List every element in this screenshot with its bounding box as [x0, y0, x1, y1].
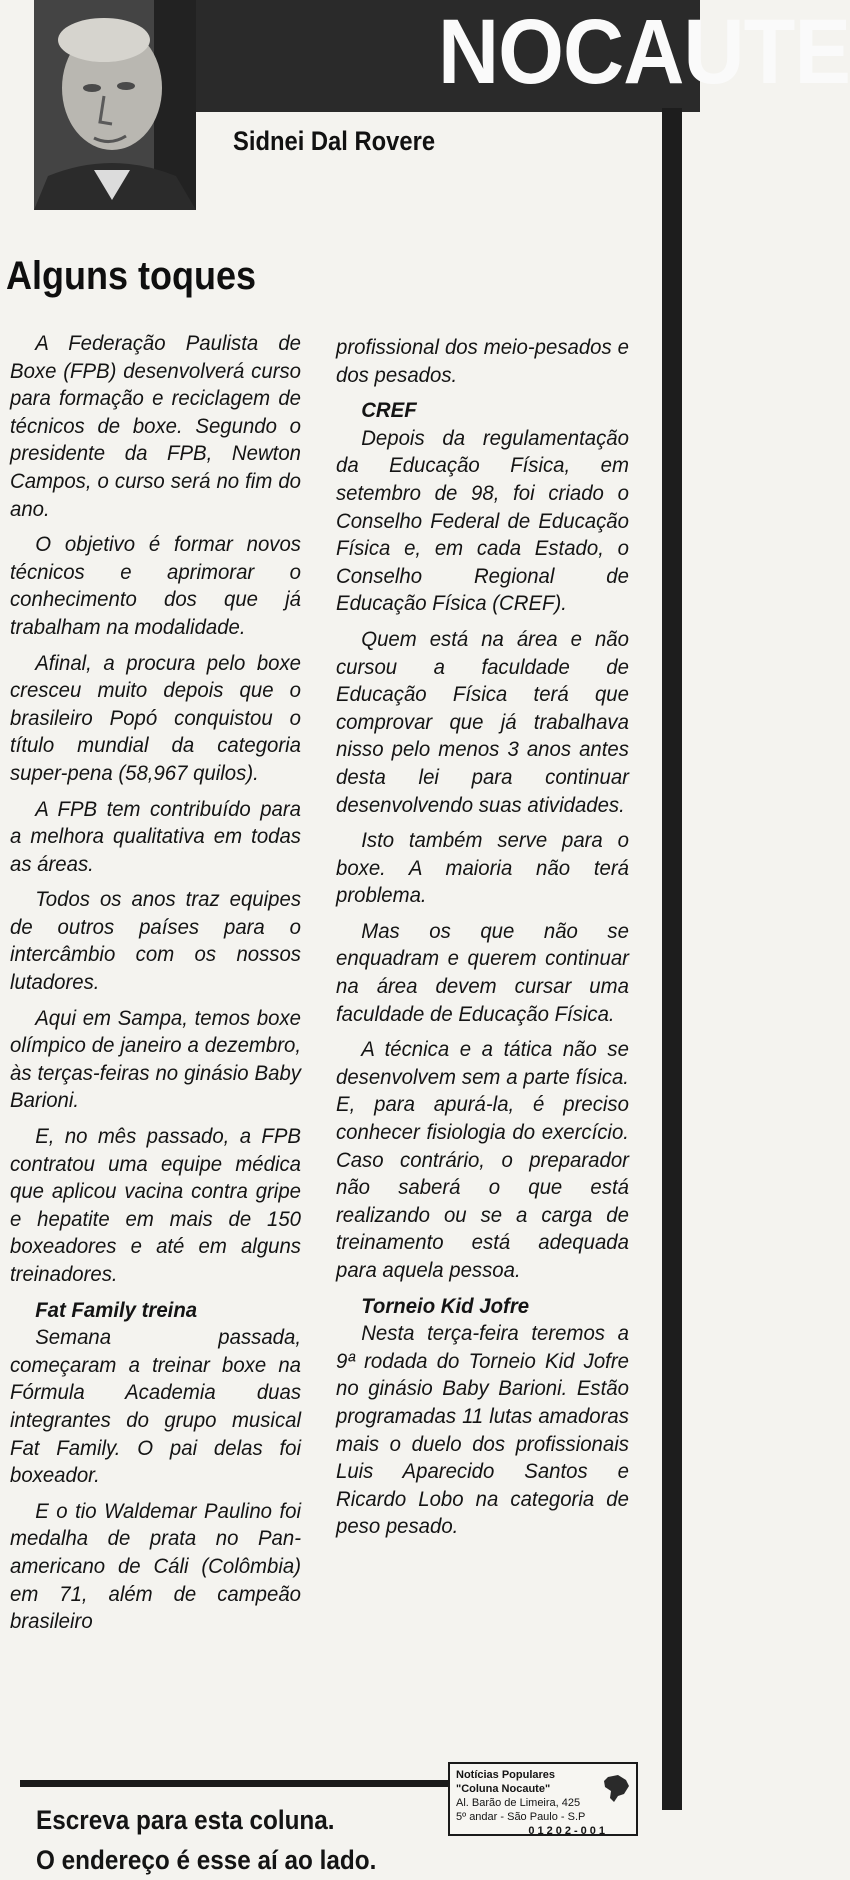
- address-street: Al. Barão de Limeira, 425: [456, 1797, 581, 1809]
- footer-rule: [20, 1780, 450, 1787]
- paragraph: Depois da regulamentação da Educação Física, em setembro de 98, foi criado o Conselho Federal de Educação Física e, em cada Estado, o Conselho Regional de Educação Física (CREF).: [336, 426, 629, 616]
- address-box: [448, 1762, 638, 1836]
- left-column: [10, 330, 301, 1644]
- paragraph: Semana passada, começaram a treinar boxe na Fórmula Academia duas integrantes do grupo musical Fat Family. O pai delas foi boxeador.: [10, 1326, 301, 1488]
- paragraph: Quem está na área e não cursou a faculdade de Educação Física terá que comprovar que já trabalhava nisso pelo menos 3 anos antes desta lei para continuar desenvolvendo suas atividades.: [336, 627, 629, 817]
- paragraph: E, no mês passado, a FPB contratou uma equipe médica que aplicou vacina contra gripe e hepatite em mais de 150 boxeadores e até em alguns treinadores.: [10, 1125, 301, 1286]
- masthead-bar: [190, 0, 850, 112]
- brazil-map-icon: [602, 1774, 630, 1804]
- address-column: "Coluna Nocaute": [456, 1783, 551, 1795]
- paragraph: Isto também serve para o boxe. A maioria não terá problema.: [336, 829, 629, 908]
- masthead-title: NOCAUTE: [437, 1, 850, 103]
- footer-line-1: Escreva para esta coluna.: [36, 1805, 335, 1835]
- address-zip: 01202-001: [528, 1825, 608, 1837]
- paragraph: A FPB tem contribuído para a melhora qualitativa em todas as áreas.: [10, 797, 301, 876]
- paragraph: Nesta terça-feira teremos a 9ª rodada do Torneio Kid Jofre no ginásio Baby Barioni. Estão programadas 11 lutas amadoras mais o duelo dos profissionais Luis Aparecido Santos e Ricardo Lobo na categoria de peso pesado.: [336, 1322, 629, 1539]
- paragraph: Todos os anos traz equipes de outros países para o intercâmbio com os nossos lutadores.: [10, 888, 301, 995]
- paragraph: Afinal, a procura pelo boxe cresceu muito depois que o brasileiro Popó conquistou o título mundial da categoria super-pena (58,967 quilos).: [10, 651, 301, 785]
- subhead-fat-family: Fat Family treina: [35, 1298, 198, 1322]
- subhead-cref: CREF: [361, 399, 417, 423]
- paragraph: A Federação Paulista de Boxe (FPB) desenvolverá curso para formação e reciclagem de técnicos de boxe. Segundo o presidente da FPB, Newton Campos, o curso será no fim do ano.: [10, 332, 301, 521]
- author-name: Sidnei Dal Rovere: [233, 126, 436, 156]
- paragraph: O objetivo é formar novos técnicos e aprimorar o conhecimento dos que já trabalham na modalidade.: [10, 533, 301, 639]
- right-column: [336, 334, 629, 1549]
- paragraph-continuation: profissional dos meio-pesados e dos pesados.: [336, 336, 629, 387]
- footer-line-2: O endereço é esse aí ao lado.: [36, 1845, 377, 1875]
- subhead-torneio: Torneio Kid Jofre: [361, 1294, 530, 1318]
- paragraph: Mas os que não se enquadram e querem continuar na área devem cursar uma faculdade de Educação Física.: [336, 919, 629, 1026]
- address-publication: Notícias Populares: [456, 1769, 556, 1781]
- paragraph: E o tio Waldemar Paulino foi medalha de prata no Pan-americano de Cáli (Colômbia) em 71, além de campeão brasileiro: [10, 1499, 301, 1634]
- columnist-photo: [34, 0, 196, 210]
- paragraph: A técnica e a tática não se desenvolvem sem a parte física. E, para apurá-la, é preciso conhecer fisiologia do exercício. Caso contrário, o preparador não saberá o que está realizando ou se a carga de treinamento está adequada para aquela pessoa.: [336, 1038, 629, 1282]
- side-border-strip: [662, 108, 682, 1810]
- article-headline: Alguns toques: [6, 254, 257, 298]
- footer-callout: [36, 1800, 414, 1880]
- paragraph: Aqui em Sampa, temos boxe olímpico de janeiro a dezembro, às terças-feiras no ginásio Baby Barioni.: [10, 1006, 301, 1113]
- address-floor-city: 5º andar - São Paulo - S.P: [456, 1811, 586, 1823]
